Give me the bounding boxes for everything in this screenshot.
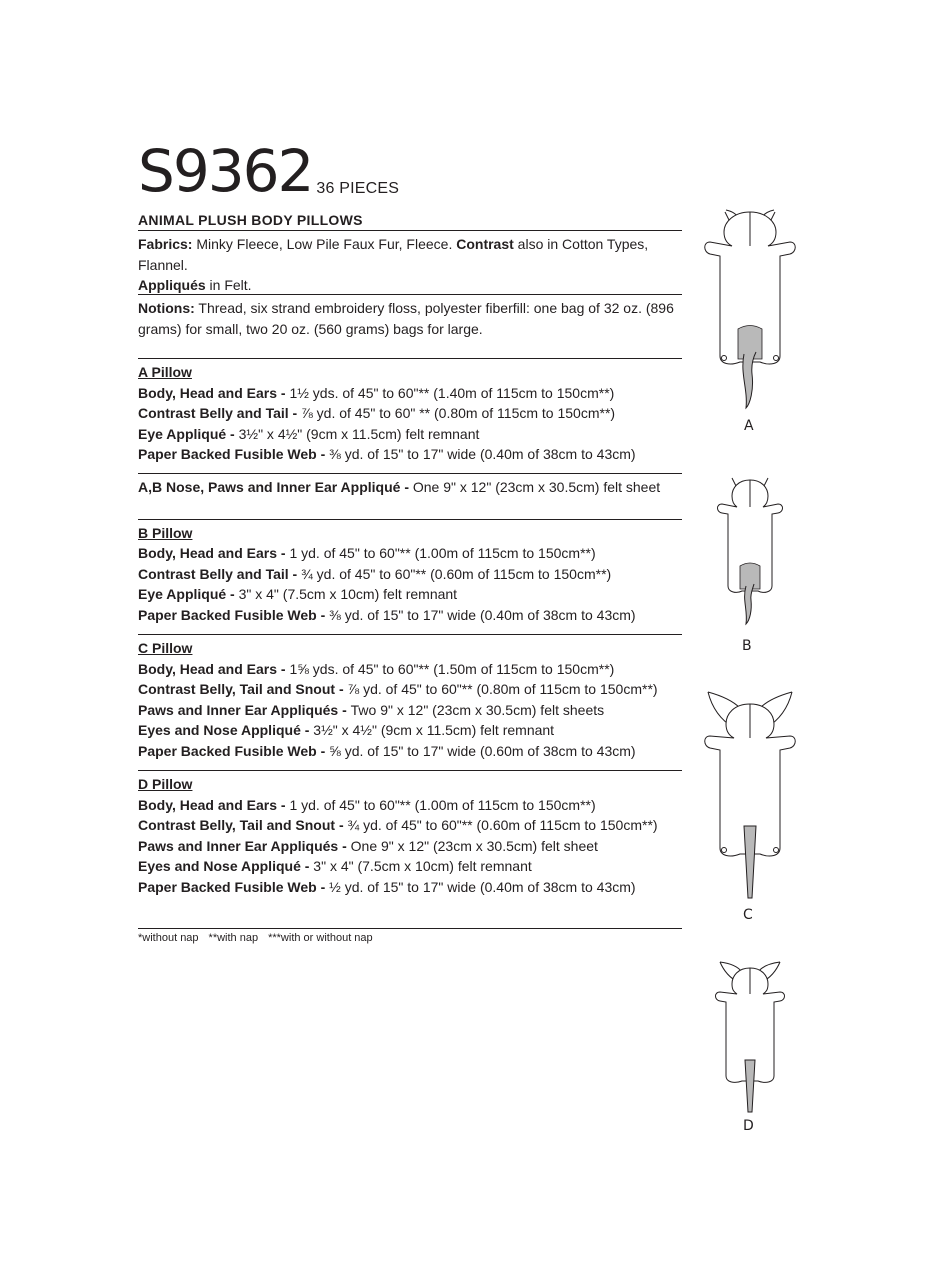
- requirement-value: One 9" x 12" (23cm x 30.5cm) felt sheet: [350, 837, 598, 854]
- applique-text: in Felt.: [205, 277, 252, 293]
- requirement-label: Paper Backed Fusible Web -: [138, 742, 330, 759]
- applique-label: Appliqués: [138, 277, 206, 293]
- requirement-label: Paper Backed Fusible Web -: [138, 446, 330, 462]
- pillow-section: [138, 520, 682, 626]
- requirement-value: 3" x 4" (7.5cm x 10cm) felt remnant: [238, 586, 458, 602]
- requirement-row: [138, 605, 682, 626]
- requirement-label: Body, Head and Ears -: [138, 796, 290, 813]
- pillow-section: [138, 359, 682, 465]
- requirement-label: Contrast Belly and Tail -: [138, 405, 302, 421]
- requirement-label: Body, Head and Ears -: [138, 660, 290, 677]
- requirement-value: 3" x 4" (7.5cm x 10cm) felt remnant: [313, 858, 532, 874]
- requirement-row: [138, 424, 682, 445]
- notions-block: [138, 295, 682, 358]
- requirement-value: ⅜ yd. of 15" to 17" wide (0.40m of 38cm to 43cm): [329, 606, 636, 623]
- footnote-with-nap: **with nap: [208, 932, 259, 944]
- footnote-without-nap: *without nap: [138, 932, 199, 944]
- requirement-row: [138, 584, 682, 605]
- requirement-value: ⅝ yd. of 15" to 17" wide (0.60m of 38cm to 43cm): [329, 742, 636, 759]
- requirement-row: [138, 564, 682, 585]
- requirement-label: Eye Appliqué -: [138, 425, 239, 442]
- requirement-row: [138, 543, 682, 564]
- requirement-label: Contrast Belly, Tail and Snout -: [138, 681, 348, 697]
- requirement-label: Contrast Belly, Tail and Snout -: [138, 817, 348, 833]
- footnote-with-or-without-nap: ***with or without nap: [268, 932, 373, 944]
- requirement-label: Paper Backed Fusible Web -: [138, 606, 330, 623]
- requirement-row: [138, 877, 682, 898]
- figure-c-label: C: [743, 907, 753, 923]
- pattern-number: S9362: [138, 137, 313, 205]
- section-heading: D Pillow: [138, 776, 193, 792]
- requirement-row: [138, 679, 682, 700]
- requirement-value: 1½ yds. of 45" to 60"** (1.40m of 115cm to 150cm**): [289, 384, 615, 401]
- requirement-label: Body, Head and Ears -: [138, 384, 290, 401]
- requirement-label: Body, Head and Ears -: [138, 545, 290, 561]
- pattern-header: [138, 138, 399, 204]
- requirement-label: Paws and Inner Ear Appliqués -: [138, 701, 351, 718]
- requirement-value: One 9" x 12" (23cm x 30.5cm) felt sheet: [412, 478, 661, 495]
- requirement-row: [138, 383, 682, 404]
- requirement-row: [138, 444, 682, 465]
- requirement-row: [138, 815, 682, 836]
- section-heading: A Pillow: [138, 364, 192, 380]
- requirement-label: Eye Appliqué -: [138, 586, 239, 602]
- figure-d-cat-pillow: [710, 958, 790, 1116]
- contrast-text: also in Cotton Types, Flannel.: [138, 236, 649, 273]
- requirement-row: [138, 700, 682, 721]
- requirement-value: ¾ yd. of 45" to 60"** (0.60m of 115cm to 150cm**): [301, 565, 612, 582]
- requirement-value: ⅞ yd. of 45" to 60"** (0.80m of 115cm to 150cm**): [347, 681, 658, 697]
- contrast-label: Contrast: [456, 236, 514, 252]
- pillow-sections: [138, 359, 682, 897]
- requirement-row: [138, 659, 682, 680]
- requirement-label: Contrast Belly and Tail -: [138, 565, 302, 582]
- page-title: ANIMAL PLUSH BODY PILLOWS: [138, 212, 363, 228]
- requirement-row: [138, 720, 682, 741]
- notions-text: Thread, six strand embroidery floss, polyester fiberfill: one bag of 32 oz. (896 grams) for small, two 20 oz. (560 grams) bags for large.: [138, 300, 674, 337]
- requirement-label: Eyes and Nose Appliqué -: [138, 858, 314, 874]
- requirement-value: 1 yd. of 45" to 60"** (1.00m of 115cm to 150cm**): [289, 796, 596, 813]
- requirement-value: 1 yd. of 45" to 60"** (1.00m of 115cm to 150cm**): [289, 545, 596, 561]
- requirement-value: ⅜ yd. of 15" to 17" wide (0.40m of 38cm to 43cm): [329, 446, 636, 462]
- footnotes: [138, 929, 682, 946]
- requirement-row: [138, 741, 682, 762]
- requirement-label: Paws and Inner Ear Appliqués -: [138, 837, 351, 854]
- requirement-row: [138, 403, 682, 424]
- requirement-row: [138, 856, 682, 877]
- requirement-row: [138, 477, 682, 498]
- fabrics-label: Fabrics:: [138, 236, 193, 252]
- requirement-value: 3½" x 4½" (9cm x 11.5cm) felt remnant: [313, 722, 555, 738]
- requirement-label: Eyes and Nose Appliqué -: [138, 722, 314, 738]
- figure-b-label: B: [742, 638, 752, 654]
- figure-d-label: D: [743, 1118, 754, 1134]
- section-heading: C Pillow: [138, 640, 193, 656]
- pillow-section: [138, 474, 682, 515]
- requirement-value: ⅞ yd. of 45" to 60" ** (0.80m of 115cm to 150cm**): [301, 405, 616, 421]
- requirement-value: 1⅝ yds. of 45" to 60"** (1.50m of 115cm to 150cm**): [289, 660, 615, 677]
- figure-c-cat-pillow: [700, 688, 800, 902]
- requirements-content: [138, 210, 682, 946]
- piece-count: 36 PIECES: [316, 180, 400, 197]
- requirement-row: [138, 795, 682, 816]
- fabrics-block: [138, 231, 682, 294]
- notions-label: Notions:: [138, 300, 195, 316]
- requirement-label: A,B Nose, Paws and Inner Ear Appliqué -: [138, 478, 413, 495]
- requirement-value: Two 9" x 12" (23cm x 30.5cm) felt sheets: [350, 701, 605, 718]
- pillow-section: [138, 771, 682, 897]
- section-heading: B Pillow: [138, 524, 193, 541]
- requirement-label: Paper Backed Fusible Web -: [138, 878, 330, 895]
- pillow-section: [138, 635, 682, 761]
- figure-a-label: A: [744, 418, 754, 434]
- requirement-row: [138, 836, 682, 857]
- requirement-value: ½ yd. of 15" to 17" wide (0.40m of 38cm to 43cm): [329, 878, 636, 895]
- fabrics-text: Minky Fleece, Low Pile Faux Fur, Fleece.: [192, 236, 457, 252]
- requirement-value: 3½" x 4½" (9cm x 11.5cm) felt remnant: [238, 425, 480, 442]
- figure-a-cat-pillow: [700, 204, 800, 414]
- requirement-value: ¾ yd. of 45" to 60"** (0.60m of 115cm to 150cm**): [347, 817, 658, 833]
- figure-b-cat-pillow: [712, 474, 788, 628]
